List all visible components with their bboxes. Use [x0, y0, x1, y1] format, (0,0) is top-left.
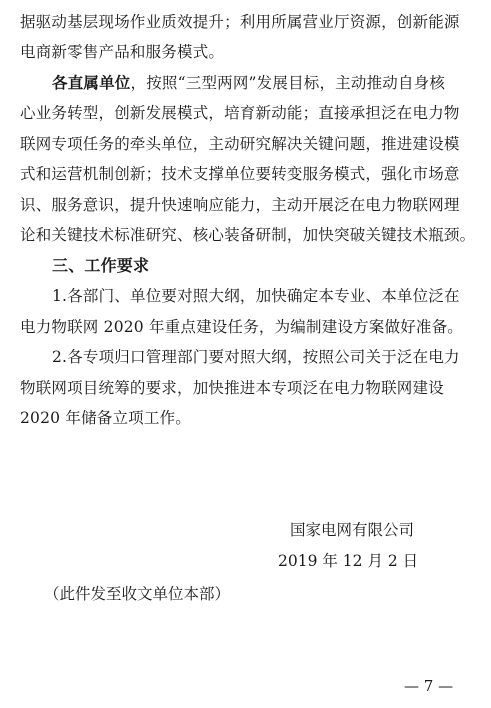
- requirement-2-line-3: 2020 年储备立项工作。: [20, 409, 191, 427]
- body-line-8: 论和关键技术标准研究、核心装备研制，加快突破关键技术瓶颈。: [20, 226, 476, 244]
- direct-units-lead: 各直属单位: [52, 73, 131, 92]
- body-line-7: 识、服务意识，提升快速响应能力，主动开展泛在电力物联网理: [20, 196, 460, 214]
- page-number: — 7 —: [404, 677, 454, 695]
- distribution-note: （此件发至收文单位本部）: [44, 585, 231, 603]
- signature-date: 2019 年 12 月 2 日: [278, 552, 419, 570]
- signature-organization: 国家电网有限公司: [290, 521, 415, 539]
- requirement-2-line-1: 2.各专项归口管理部门要对照大纲，按照公司关于泛在电力: [52, 348, 460, 366]
- requirement-1-line-1: 1.各部门、单位要对照大纲，加快确定本专业、本单位泛在: [52, 287, 460, 305]
- body-line-3: [52, 73, 445, 93]
- body-line-4: 心业务转型，创新发展模式，培育新动能；直接承担泛在电力物: [20, 104, 460, 122]
- requirement-2-line-2: 物联网项目统筹的要求，加快推进本专项泛在电力物联网建设: [20, 379, 444, 397]
- body-line-1: 据驱动基层现场作业质效提升；利用所属营业厅资源，创新能源: [20, 13, 460, 31]
- body-line-5: 联网专项任务的牵头单位，主动研究解决关键问题，推进建设模: [20, 135, 460, 153]
- body-line-6: 式和运营机制创新；技术支撑单位要转变服务模式，强化市场意: [20, 165, 460, 183]
- body-line-2: 电商新零售产品和服务模式。: [20, 43, 225, 61]
- body-line-3-rest: ，按照“三型两网”发展目标，主动推动自身核: [130, 74, 446, 92]
- requirement-1-line-2: 电力物联网 2020 年重点建设任务，为编制建设方案做好准备。: [20, 318, 464, 336]
- section-3-heading: 三、工作要求: [52, 256, 150, 275]
